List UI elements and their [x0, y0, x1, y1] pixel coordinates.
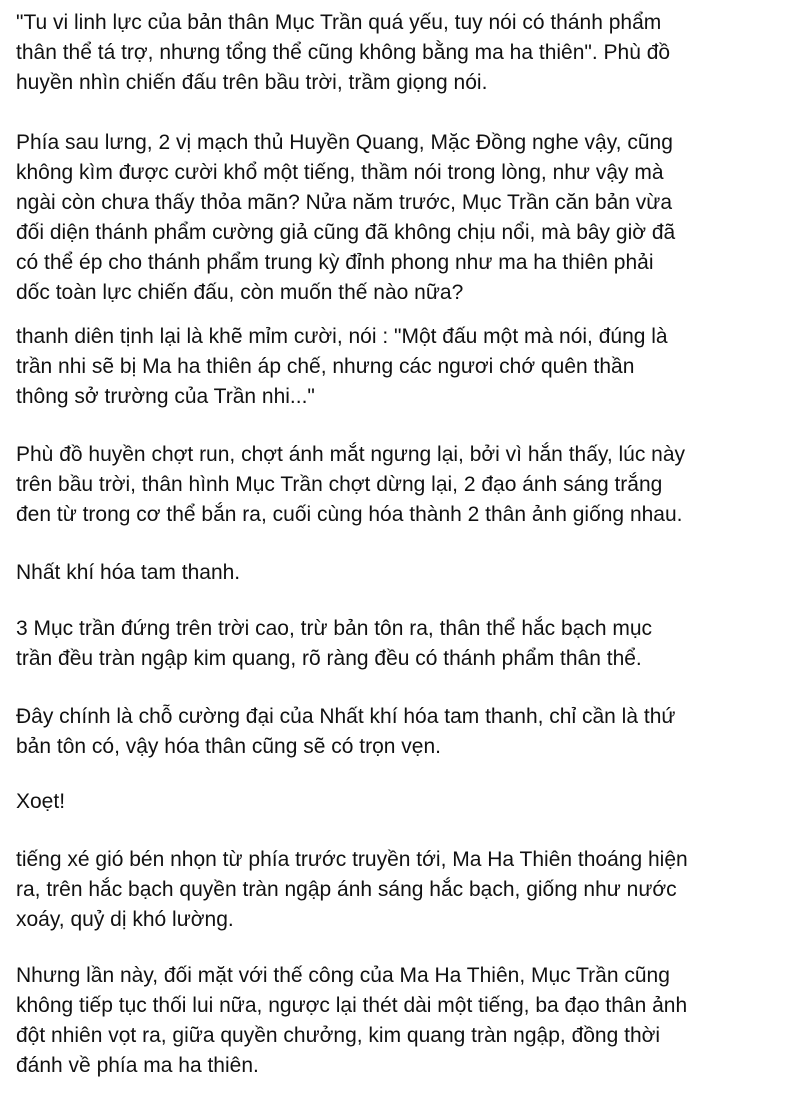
paragraph-4: Phù đồ huyền chợt run, chợt ánh mắt ngưng lại, bởi vì hắn thấy, lúc này trên bầu trời, thân hình Mục Trần chợt dừng lại, 2 đạo ánh sáng trắng đen từ trong cơ thể bắn ra, cuối cùng hóa thành 2 thân ảnh giống nhau. [16, 443, 686, 526]
paragraph-7: Đây chính là chỗ cường đại của Nhất khí hóa tam thanh, chỉ cần là thứ bản tôn có, vậy hóa thân cũng sẽ có trọn vẹn. [16, 705, 676, 758]
paragraph-9: tiếng xé gió bén nhọn từ phía trước truyền tới, Ma Ha Thiên thoáng hiện ra, trên hắc bạch quyền tràn ngập ánh sáng hắc bạch, giống như nước xoáy, quỷ dị khó lường. [16, 848, 688, 931]
paragraph-5: Nhất khí hóa tam thanh. [16, 561, 241, 584]
paragraph-1: "Tu vi linh lực của bản thân Mục Trần quá yếu, tuy nói có thánh phẩm thân thể tá trợ, nhưng tổng thể cũng không bằng ma ha thiên". Phù đồ huyền nhìn chiến đấu trên bầu trời, trầm giọng nói. [16, 11, 671, 94]
paragraph-3: thanh diên tịnh lại là khẽ mỉm cười, nói : "Một đấu một mà nói, đúng là trần nhi sẽ bị Ma ha thiên áp chế, nhưng các ngươi chớ quên thần thông sở trường của Trần nhi..." [16, 325, 668, 408]
paragraph-8: Xoẹt! [16, 790, 66, 813]
paragraph-6: 3 Mục trần đứng trên trời cao, trừ bản tôn ra, thân thể hắc bạch mục trần đều tràn ngập kim quang, rõ ràng đều có thánh phẩm thân thể. [16, 617, 653, 670]
paragraph-2: Phía sau lưng, 2 vị mạch thủ Huyền Quang, Mặc Đồng nghe vậy, cũng không kìm được cười khổ một tiếng, thầm nói trong lòng, như vậy mà ngài còn chưa thấy thỏa mãn? Nửa năm trước, Mục Trần căn bản vừa đối diện thánh phẩm cường giả cũng đã không chịu nổi, mà bây giờ đã có thể ép cho thánh phẩm trung kỳ đỉnh phong như ma ha thiên phải dốc toàn lực chiến đấu, còn muốn thế nào nữa? [16, 131, 676, 304]
paragraph-10: Nhưng lần này, đối mặt với thế công của Ma Ha Thiên, Mục Trần cũng không tiếp tục thối lui nữa, ngược lại thét dài một tiếng, ba đạo thân ảnh đột nhiên vọt ra, giữa quyền chưởng, kim quang tràn ngập, đồng thời đánh về phía ma ha thiên. [16, 964, 688, 1077]
